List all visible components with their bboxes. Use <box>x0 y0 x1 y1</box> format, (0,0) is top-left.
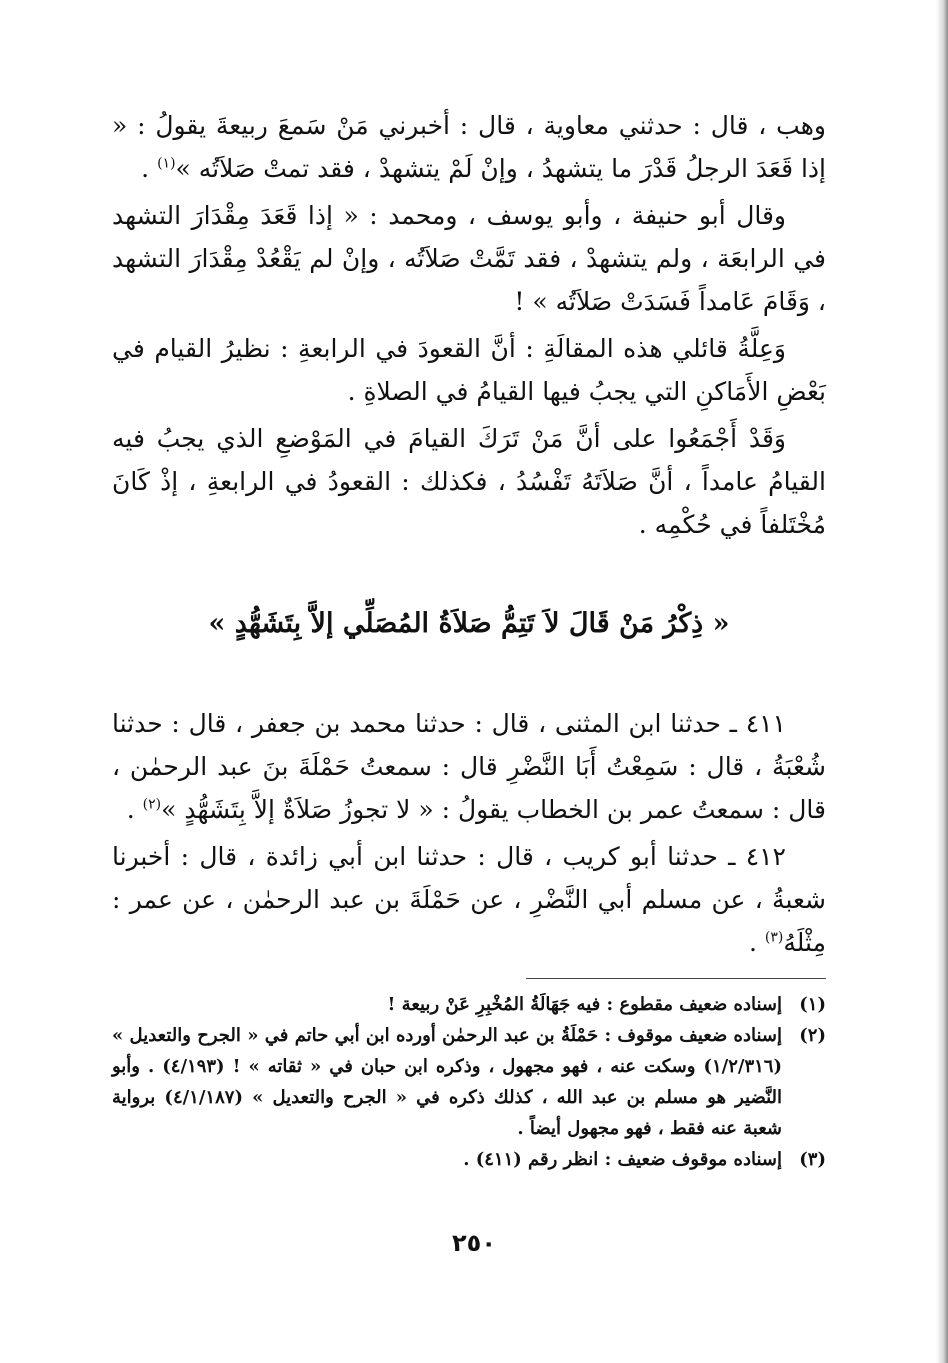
hadith-412-text: ٤١٢ ـ حدثنا أبو كريب ، قال : حدثنا ابن أبي زائدة ، قال : أخبرنا شعبةُ ، عن مسلم أبي النَّضْرِ ، عن حَمْلَةَ بن عبد الرحمٰن ، عن عمر : مِثْلَهُ <box>112 842 826 957</box>
footnote-text: إسناده ضعيف موقوف : حَمْلَةُ بن عبد الرحمٰن أورده ابن أبي حاتم في « الجرح والتعديل » (١/٢/٣١٦) وسكت عنه ، فهو مجهول ، وذكره ابن حبان في « ثقاته » ! (٤/١٩٣) . وأبو النَّضير هو مسلم بن عبد الله ، كذلك ذكره في « الجرح والتعديل » (٤/١/١٨٧) برواية شعبة عنه فقط ، فهو مجهول أيضاً . <box>112 1025 782 1139</box>
page-number: ٢٥٠ <box>452 1229 496 1257</box>
hadith-412-end: . <box>749 928 765 957</box>
footnote-ref-3: (٣) <box>764 929 784 946</box>
scan-edge-shadow <box>936 0 948 1363</box>
page-content <box>112 104 826 1175</box>
footnote-divider <box>526 978 826 979</box>
hadith-411-text: ٤١١ ـ حدثنا ابن المثنى ، قال : حدثنا محمد بن جعفر ، قال : حدثنا شُعْبَةُ ، قال : سَمِعْتُ أَبَا النَّضْرِ قال : سمعتُ حَمْلَةَ بنَ عبد الرحمٰن ، قال : سمعتُ عمر بن الخطاب يقولُ : « لا تجوزُ صَلاَةٌ إلاَّ بِتَشَهُّدٍ » <box>112 709 826 824</box>
footnote-text: إسناده موقوف ضعيف : انظر رقم (٤١١) . <box>463 1149 782 1170</box>
paragraph-3: وَعِلَّةُ قائلي هذه المقالَةِ : أنَّ القعودَ في الرابعةِ : نظيرُ القيام في بَعْضِ الأَمَاكنِ التي يجبُ فيها القيامُ في الصلاةِ . <box>112 334 826 406</box>
footnote-1 <box>112 989 826 1020</box>
footnote-number: (٢) <box>799 1025 826 1046</box>
footnote-ref-2: (٢) <box>142 796 162 813</box>
paragraph-2: وقال أبو حنيفة ، وأبو يوسف ، ومحمد : « إذا قَعَدَ مِقْدَارَ التشهد في الرابعَة ، ولم يتشهدْ ، فقد تَمَّتْ صَلاَتُه ، وإنْ لم يَقْعُدْ مِقْدَارَ التشهد ، وَقَامَ عَامداً فَسَدَتْ صَلاَتُه » ! <box>112 201 826 316</box>
hadith-412 <box>112 835 826 964</box>
footnotes <box>112 989 826 1175</box>
hadith-411 <box>112 702 826 831</box>
section-heading: « ذِكْرُ مَنْ قَالَ لاَ تَتِمُّ صَلاَةُ المُصَلِّي إلاَّ بِتَشَهُّدٍ » <box>208 608 730 639</box>
footnote-number: (١) <box>799 994 826 1015</box>
footnote-number: (٣) <box>799 1149 826 1170</box>
paragraph-1 <box>112 104 826 190</box>
footnote-text: إسناده ضعيف مقطوع : فيه جَهَالَةُ المُخْبِرِ عَنْ ربيعة ! <box>387 994 782 1015</box>
footnote-ref-1: (١) <box>157 155 176 172</box>
footnote-3 <box>112 1144 826 1175</box>
paragraph-1-text: وهب ، قال : حدثني معاوية ، قال : أخبرني مَنْ سَمعَ ربيعةَ يقولُ : « إذا قَعَدَ الرجلُ قَدْرَ ما يتشهدُ ، وإنْ لَمْ يتشهدْ ، فقد تمتْ صَلاَتُه » <box>112 111 826 183</box>
paragraph-1-end: . <box>141 154 158 183</box>
paragraph-4: وَقَدْ أَجْمَعُوا على أنَّ مَنْ تَرَكَ القيامَ في المَوْضعِ الذي يجبُ فيه القيامُ عامداً ، أنَّ صَلاَتَهُ تَفْسُدُ ، فكذلك : القعودُ في الرابعةِ ، إذْ كَانَ مُخْتَلفاً في حُكْمِه . <box>112 424 826 539</box>
hadith-411-end: . <box>126 795 143 824</box>
footnote-2 <box>112 1020 826 1144</box>
